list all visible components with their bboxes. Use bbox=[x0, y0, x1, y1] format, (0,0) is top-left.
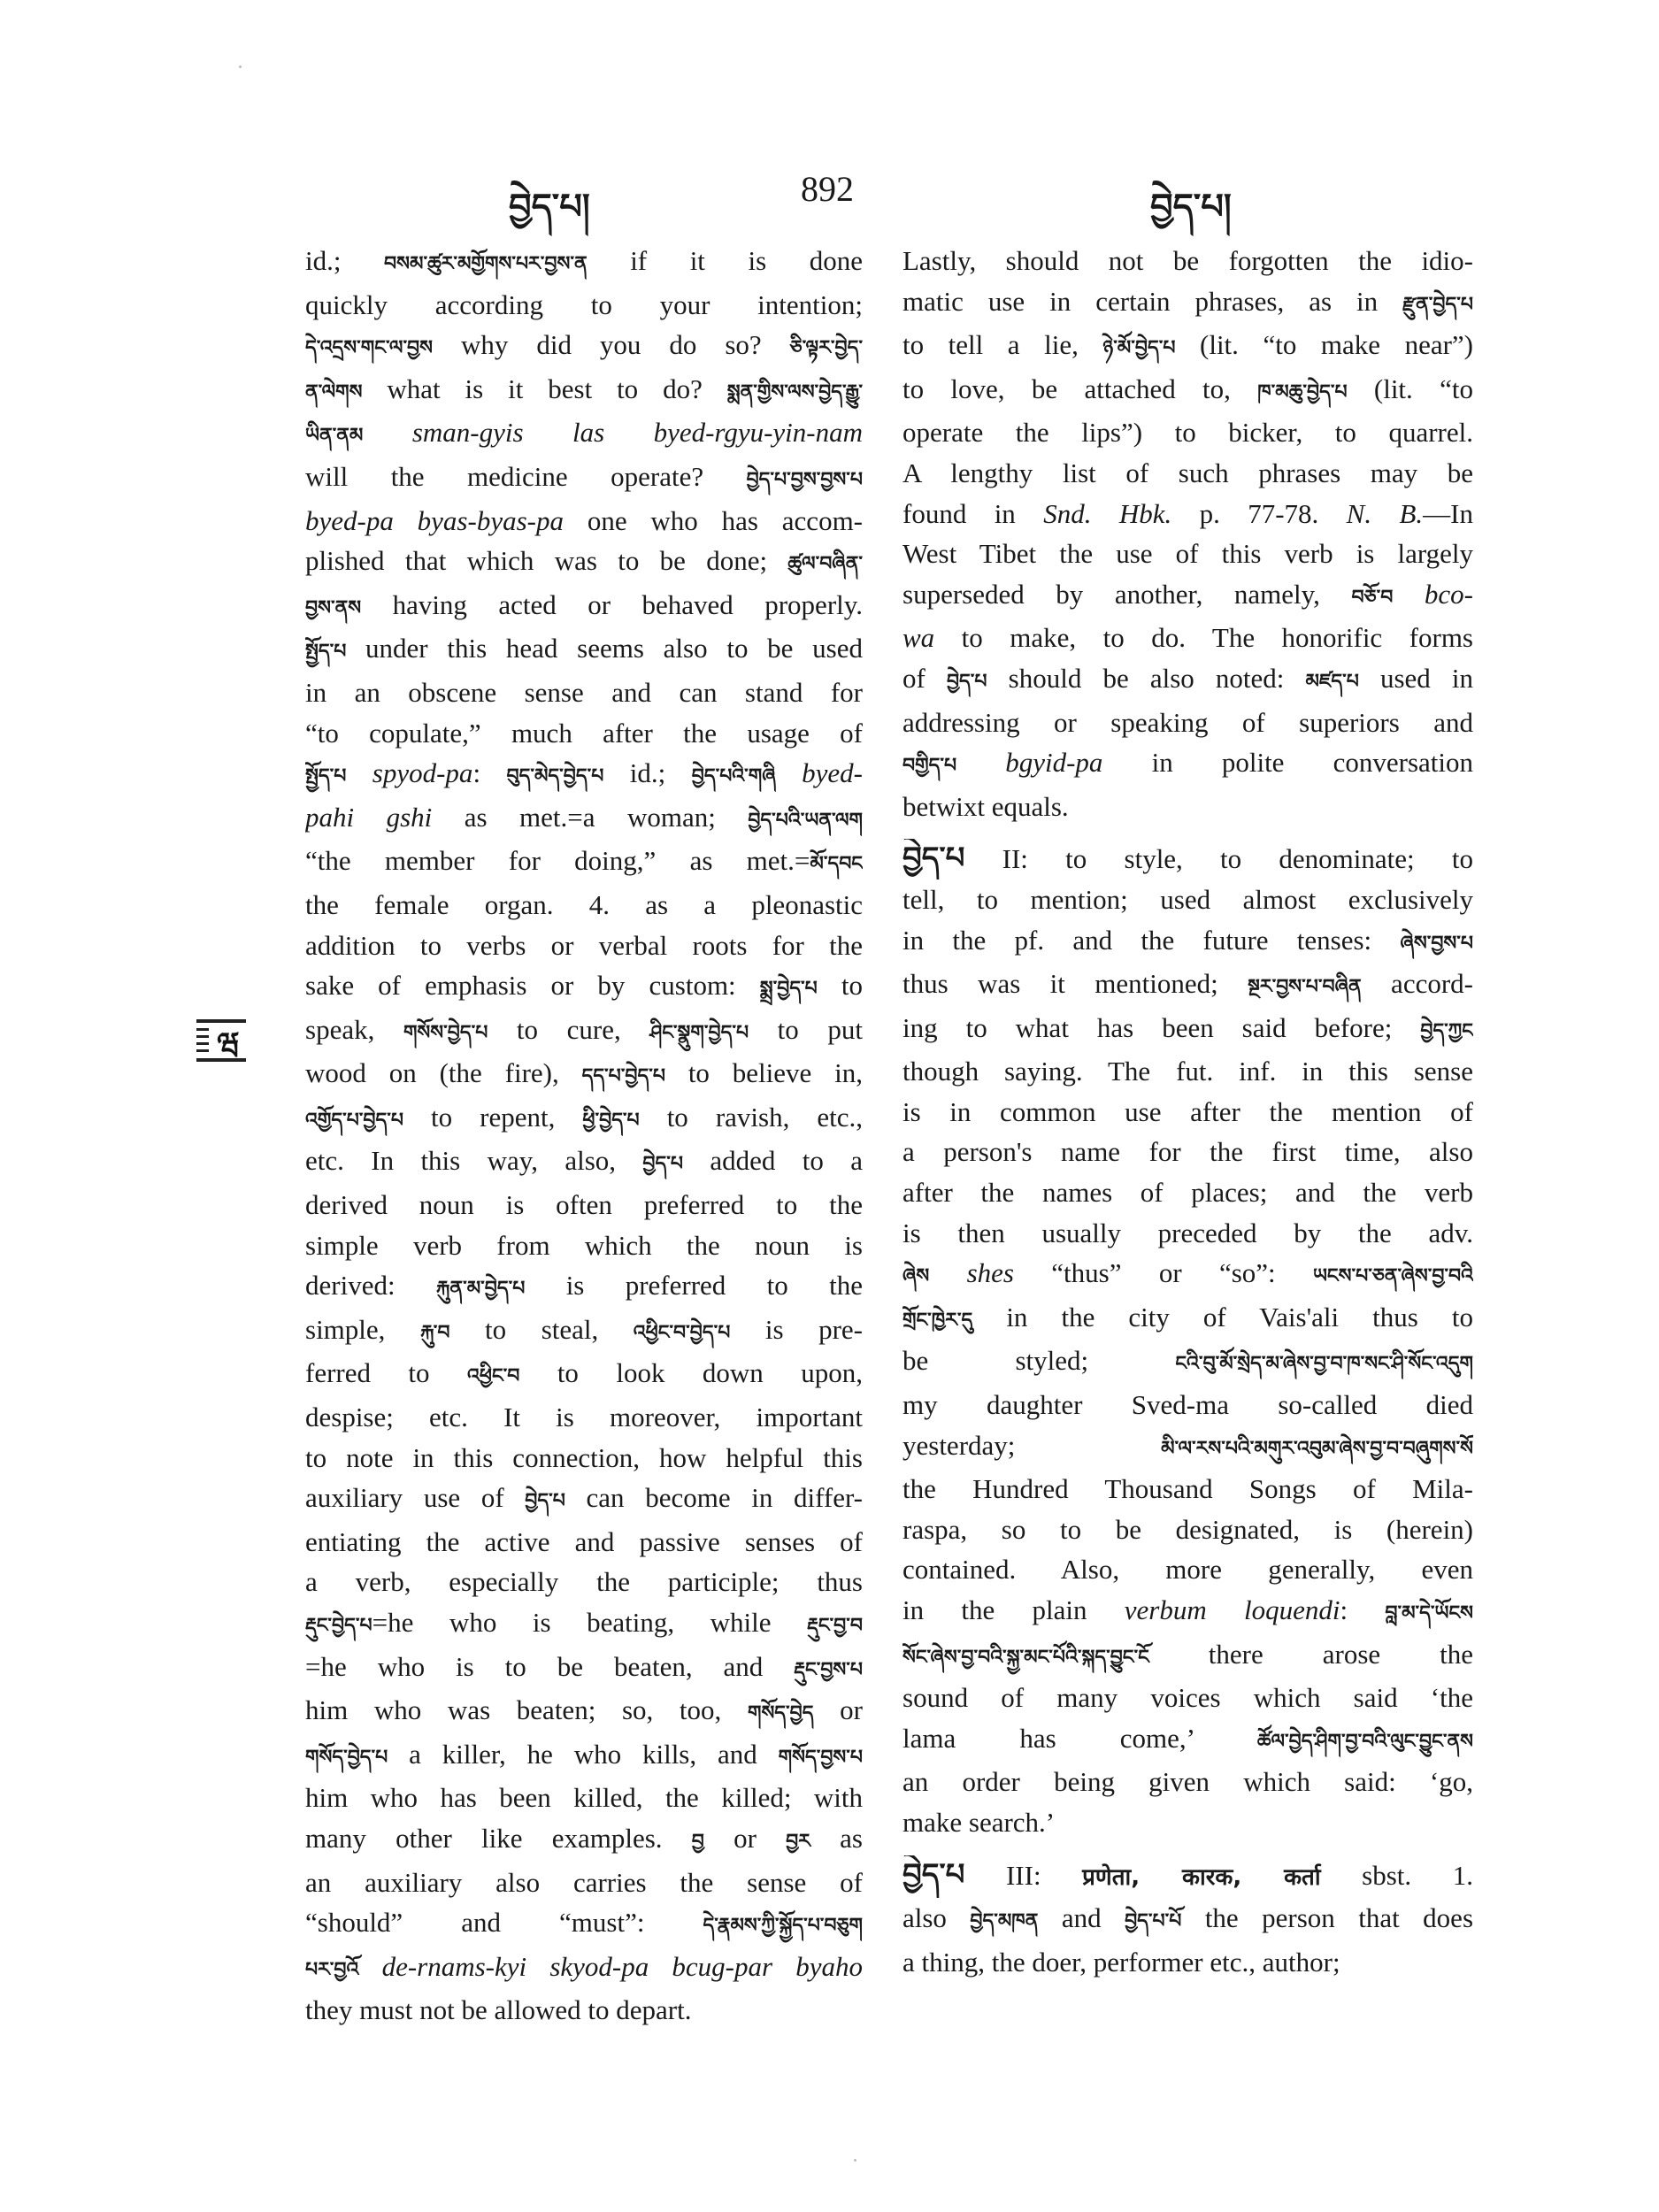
text-line bbox=[902, 1718, 1473, 1763]
text-segment: addition to verbs or verbal roots for the bbox=[305, 929, 863, 961]
text-line bbox=[305, 1010, 863, 1054]
tibetan-term: གྲོང་ཁྱེར་དུ bbox=[902, 1309, 973, 1332]
text-segment: —In bbox=[1423, 497, 1473, 529]
text-segment: my daughter Sved-ma so-called died bbox=[902, 1389, 1473, 1421]
text-segment: II: to style, to denominate; to bbox=[964, 843, 1473, 875]
text-segment: despise; etc. It is moreover, important bbox=[305, 1402, 863, 1433]
text-segment: addressing or speaking of superiors and bbox=[902, 706, 1473, 738]
text-line bbox=[902, 1008, 1473, 1052]
text-line bbox=[902, 1469, 1473, 1509]
text-segment: an auxiliary also carries the sense of bbox=[305, 1866, 863, 1898]
tibetan-term: བྱ bbox=[691, 1830, 704, 1853]
text-line bbox=[902, 325, 1473, 369]
text-line bbox=[902, 1092, 1473, 1133]
text-line bbox=[305, 501, 863, 541]
tibetan-term: ཤིང་སྣུག་བྱེད་པ bbox=[649, 1021, 749, 1044]
text-segment: make search.’ bbox=[902, 1806, 1056, 1838]
text-segment: him who has been killed, the killed; with bbox=[305, 1782, 863, 1814]
text-line bbox=[902, 534, 1473, 574]
text-segment: (lit. “to bbox=[1347, 373, 1473, 404]
text-segment: to ravish, etc., bbox=[639, 1101, 863, 1133]
text-segment: or bbox=[703, 1822, 787, 1854]
tibetan-term: བསམ་ཚུར་མགྱོགས་པར་བྱས་ན bbox=[384, 253, 588, 275]
text-segment: to put bbox=[749, 1013, 863, 1045]
tibetan-term: ཡངས་པ་ཅན་ཞེས་བྱ་བའི bbox=[1312, 1265, 1473, 1288]
text-line bbox=[305, 797, 863, 841]
text-line bbox=[902, 658, 1473, 703]
text-segment: etc. In this way, also, bbox=[305, 1145, 643, 1177]
text-segment: what is it best to do? bbox=[362, 373, 727, 404]
text-line bbox=[902, 1425, 1473, 1470]
transliteration: verbum loquendi bbox=[1124, 1594, 1340, 1625]
text-segment: found in bbox=[902, 497, 1044, 529]
tibetan-term: ངའི་བུ་མོ་སྲེད་མ་ཞེས་བྱ་བ་ཁ་སང་ཤི་སོང་འདུག bbox=[1175, 1353, 1473, 1376]
text-line bbox=[305, 753, 863, 797]
text-line bbox=[902, 1132, 1473, 1172]
text-line bbox=[305, 1265, 863, 1310]
text-segment: to bbox=[817, 970, 863, 1002]
text-segment: one who has accom- bbox=[563, 504, 863, 536]
text-segment: wood on (the fire), bbox=[305, 1057, 582, 1089]
text-segment: if it is done bbox=[587, 245, 863, 276]
header-right-headword: བྱེད་པ། bbox=[1150, 187, 1232, 227]
text-line bbox=[902, 1253, 1473, 1297]
text-segment: to tell a lie, bbox=[902, 329, 1103, 361]
text-line bbox=[902, 1898, 1473, 1942]
text-segment bbox=[1393, 579, 1425, 610]
tibetan-term: གསོད་བྱས་པ bbox=[778, 1746, 863, 1769]
text-line bbox=[305, 1522, 863, 1563]
text-segment: (lit. “to make near”) bbox=[1175, 329, 1473, 361]
text-line bbox=[902, 1802, 1473, 1843]
text-segment: quickly according to your intention; bbox=[305, 288, 863, 320]
text-segment: will the medicine operate? bbox=[305, 460, 747, 492]
tibetan-term: འཕྱིང་བ bbox=[466, 1365, 520, 1388]
text-segment: can become in differ- bbox=[565, 1482, 863, 1514]
tibetan-term: བྱེད་པ་པོ bbox=[1125, 1910, 1182, 1933]
transliteration: bco- bbox=[1424, 578, 1473, 610]
text-line bbox=[902, 964, 1473, 1008]
text-segment: p. 77-78. bbox=[1171, 497, 1347, 529]
text-line bbox=[902, 412, 1473, 453]
transliteration: pahi gshi bbox=[305, 801, 433, 833]
text-line bbox=[305, 1647, 863, 1691]
tibetan-term: རྡུང་བྱེད་པ bbox=[305, 1615, 373, 1637]
text-segment: to note in this connection, how helpful this bbox=[305, 1441, 863, 1473]
text-segment: West Tibet the use of this verb is largely bbox=[902, 538, 1473, 570]
tibetan-term: བྱེད་པ་བྱས་བྱས་པ bbox=[746, 468, 863, 491]
text-segment: Lastly, should not be forgotten the idio- bbox=[902, 245, 1473, 276]
tibetan-term: ཞེས་བྱས་པ bbox=[1400, 932, 1473, 955]
tibetan-term: ཅི་ལྟར་བྱེད་ bbox=[789, 337, 863, 360]
text-segment: to repent, bbox=[403, 1101, 583, 1133]
text-line bbox=[305, 1562, 863, 1602]
tibetan-term: སྨྲ་བྱེད་པ bbox=[759, 978, 818, 1001]
text-line bbox=[305, 1478, 863, 1522]
text-line bbox=[902, 1340, 1473, 1385]
text-segment: an order being given which said: ‘go, bbox=[902, 1766, 1473, 1798]
text-segment: be styled; bbox=[902, 1345, 1176, 1377]
tibetan-term: གསོད་བྱེད་པ bbox=[305, 1746, 388, 1769]
text-segment: is then usually preceded by the adv. bbox=[902, 1217, 1473, 1248]
tibetan-term: བྱེད་པ bbox=[525, 1490, 565, 1513]
text-line bbox=[902, 369, 1473, 413]
text-segment: id.; bbox=[603, 757, 692, 789]
right-column-paragraph-1 bbox=[902, 241, 1473, 826]
text-segment: ing to what has been said before; bbox=[902, 1011, 1421, 1043]
text-line bbox=[305, 1990, 863, 2031]
text-line bbox=[902, 920, 1473, 964]
text-line bbox=[305, 1734, 863, 1778]
text-segment: accord- bbox=[1361, 968, 1473, 1000]
text-segment: to cure, bbox=[488, 1013, 650, 1045]
tibetan-letter-marker-icon bbox=[196, 1016, 246, 1065]
tibetan-term: བྱས་ནས bbox=[305, 596, 362, 619]
text-segment: derived noun is often preferred to the bbox=[305, 1189, 863, 1221]
text-line bbox=[305, 541, 863, 585]
tibetan-term: བྱེད་པ bbox=[902, 841, 965, 877]
text-segment: thus was it mentioned; bbox=[902, 968, 1248, 1000]
text-segment: sbst. 1. bbox=[1320, 1859, 1473, 1891]
text-segment: “should” and “must”: bbox=[305, 1907, 703, 1939]
text-segment: to look down upon, bbox=[519, 1357, 863, 1389]
tibetan-term: བྱར bbox=[786, 1830, 810, 1853]
text-line bbox=[305, 965, 863, 1010]
text-line bbox=[305, 1397, 863, 1438]
text-segment bbox=[776, 757, 802, 788]
text-segment: =he who is to be beaten, and bbox=[305, 1650, 795, 1682]
transliteration: bgyid-pa bbox=[1005, 747, 1103, 779]
text-segment: sound of many voices which said ‘the bbox=[902, 1682, 1473, 1714]
text-line bbox=[305, 1947, 863, 1991]
text-segment: “the member for doing,” as met.= bbox=[305, 845, 810, 877]
text-line bbox=[305, 325, 863, 369]
sanskrit-term: प्रणेता, कारक, कर्ता bbox=[1082, 1863, 1321, 1891]
text-line bbox=[902, 1213, 1473, 1254]
text-segment: should be also noted: bbox=[987, 662, 1306, 694]
text-line bbox=[902, 241, 1473, 281]
text-segment: : bbox=[472, 757, 507, 789]
text-line bbox=[305, 1863, 863, 1903]
text-line bbox=[902, 1634, 1473, 1678]
text-segment: they must not be allowed to depart. bbox=[305, 1994, 692, 2026]
text-segment: also bbox=[902, 1902, 971, 1934]
text-line bbox=[305, 1053, 863, 1097]
text-segment: betwixt equals. bbox=[902, 790, 1069, 822]
tibetan-term: བྱེད་པ bbox=[642, 1153, 683, 1176]
text-segment: superseded by another, namely, bbox=[902, 578, 1352, 610]
tibetan-term: དེ་རྣམས་ཀྱི་སྐྱོད་པ་བཅུག bbox=[703, 1915, 863, 1938]
text-line bbox=[305, 285, 863, 326]
text-segment bbox=[358, 1951, 381, 1982]
text-segment: in polite conversation bbox=[1102, 747, 1473, 779]
text-line bbox=[305, 1778, 863, 1818]
transliteration: N. B. bbox=[1346, 497, 1424, 529]
text-line bbox=[902, 742, 1473, 787]
tibetan-term: བགྱིད་པ bbox=[902, 755, 957, 778]
svg-text:ཝ: ཝ bbox=[217, 1026, 240, 1062]
text-line bbox=[902, 787, 1473, 827]
text-segment: and bbox=[1038, 1902, 1125, 1934]
text-segment: A lengthy list of such phrases may be bbox=[902, 457, 1473, 488]
text-segment: or bbox=[813, 1694, 863, 1726]
text-segment: after the names of places; and the verb bbox=[902, 1177, 1473, 1209]
text-line bbox=[902, 1385, 1473, 1425]
tibetan-term: སོང་ཞེས་བྱ་བའི་སྐྱ་མང་པོའི་སྐད་བྱུང་ངོ bbox=[902, 1646, 1149, 1669]
text-segment: the female organ. 4. as a pleonastic bbox=[305, 888, 863, 920]
text-segment: id.; bbox=[305, 245, 385, 276]
tibetan-term: བླ་མ་དེ་ཡོངས bbox=[1385, 1602, 1473, 1624]
text-line bbox=[902, 1051, 1473, 1092]
text-line bbox=[902, 1678, 1473, 1718]
page-number: 892 bbox=[801, 169, 854, 209]
text-line bbox=[305, 585, 863, 629]
text-line bbox=[305, 628, 863, 672]
tibetan-term: བྱེད་པའི་གཞི bbox=[691, 765, 776, 788]
text-line bbox=[902, 574, 1473, 618]
right-column bbox=[902, 241, 1473, 1982]
text-segment: in the pf. and the future tenses: bbox=[902, 924, 1401, 956]
text-segment: =he who is beating, while bbox=[372, 1607, 808, 1638]
transliteration: Snd. Hbk. bbox=[1043, 497, 1172, 529]
tibetan-term: མོ་དབང bbox=[810, 853, 863, 876]
tibetan-term: ཉེ་མོ་བྱེད་པ bbox=[1102, 337, 1176, 360]
text-line bbox=[305, 1185, 863, 1225]
tibetan-term: པར་བྱའོ bbox=[305, 1958, 359, 1981]
tibetan-term: ཡིན་ནམ bbox=[305, 425, 364, 448]
tibetan-term: རྡུང་བྱ་བ bbox=[807, 1615, 863, 1637]
text-line bbox=[902, 1942, 1473, 1983]
text-segment: why did you do so? bbox=[433, 329, 790, 361]
text-line bbox=[305, 1902, 863, 1947]
transliteration: byed-pa byas-byas-pa bbox=[305, 504, 564, 536]
text-line bbox=[305, 926, 863, 966]
text-segment: to steal, bbox=[449, 1313, 634, 1345]
text-line bbox=[902, 1549, 1473, 1590]
text-segment: as met.=a woman; bbox=[432, 801, 749, 833]
text-segment: contained. Also, more generally, even bbox=[902, 1554, 1473, 1586]
text-line bbox=[902, 1762, 1473, 1802]
tibetan-term: རྐུན་མ་བྱེད་པ bbox=[435, 1278, 526, 1301]
text-segment: to love, be attached to, bbox=[902, 373, 1258, 404]
text-segment bbox=[346, 757, 372, 788]
text-segment: is preferred to the bbox=[525, 1270, 863, 1302]
tibetan-term: ཁ་མཆུ་བྱེད་པ bbox=[1257, 380, 1348, 403]
text-segment: speak, bbox=[305, 1013, 403, 1045]
tibetan-term: དད་པ་བྱེད་པ bbox=[581, 1065, 665, 1088]
text-segment: is pre- bbox=[730, 1313, 863, 1345]
tibetan-term: སྤྱོད་པ bbox=[305, 641, 347, 664]
text-segment: is in common use after the mention of bbox=[902, 1095, 1473, 1127]
transliteration: wa bbox=[902, 622, 935, 654]
tibetan-term: བྱེད་པའི་ཡན་ལག bbox=[748, 809, 863, 832]
text-line bbox=[305, 241, 863, 285]
tibetan-term: ཕྱི་བྱེད་པ bbox=[582, 1109, 640, 1132]
text-segment bbox=[956, 747, 1005, 778]
transliteration: byed- bbox=[802, 757, 863, 789]
text-line bbox=[902, 1855, 1473, 1899]
transliteration: de-rnams-kyi skyod-pa bcug-par byaho bbox=[381, 1950, 863, 1982]
text-line bbox=[305, 1310, 863, 1354]
text-line bbox=[902, 879, 1473, 920]
tibetan-term: ཚོལ་བྱེད་ཤིག་བྱ་བའི་ལུང་བྱུང་ནས bbox=[1256, 1730, 1473, 1753]
text-segment: to make, to do. The honorific forms bbox=[934, 622, 1473, 654]
tibetan-term: བྱེད་པ bbox=[946, 670, 987, 693]
tibetan-term: རྫུན་བྱེད་པ bbox=[1402, 293, 1473, 316]
tibetan-term: མི་ལ་རས་པའི་མགུར་འབུམ་ཞེས་བྱ་བ་བཞུགས་སོ bbox=[1161, 1437, 1473, 1460]
text-line bbox=[902, 618, 1473, 658]
text-line bbox=[305, 1818, 863, 1863]
tibetan-term: སྨན་གྱིས་ལས་བྱེད་རྒྱུ་ bbox=[726, 380, 863, 403]
text-line bbox=[305, 1097, 863, 1141]
text-line bbox=[902, 453, 1473, 494]
text-line bbox=[902, 1590, 1473, 1634]
tibetan-term: སྤྱོད་པ bbox=[305, 765, 347, 788]
text-segment bbox=[363, 417, 411, 448]
text-segment: many other like examples. bbox=[305, 1822, 692, 1854]
text-segment: in the plain bbox=[902, 1594, 1125, 1625]
tibetan-term: ན་ལེགས bbox=[305, 380, 363, 403]
text-line bbox=[305, 1353, 863, 1397]
text-line bbox=[305, 841, 863, 885]
text-line bbox=[305, 1690, 863, 1734]
text-segment: “thus” or “so”: bbox=[1013, 1257, 1313, 1289]
tibetan-term: འཕྱིང་བ་བྱེད་པ bbox=[633, 1321, 731, 1344]
text-segment: : bbox=[1340, 1594, 1386, 1625]
text-line bbox=[305, 457, 863, 501]
text-segment: him who was beaten; so, too, bbox=[305, 1694, 748, 1726]
text-segment: having acted or behaved properly. bbox=[361, 588, 863, 620]
text-segment: raspa, so to be designated, is (herein) bbox=[902, 1513, 1473, 1545]
text-segment: though saying. The fut. inf. in this sense bbox=[902, 1056, 1473, 1087]
text-line bbox=[902, 1297, 1473, 1341]
text-segment: derived: bbox=[305, 1270, 436, 1302]
text-segment: there arose the bbox=[1148, 1638, 1473, 1670]
text-segment: the Hundred Thousand Songs of Mila- bbox=[902, 1473, 1473, 1505]
text-segment: in the city of Vais'ali thus to bbox=[972, 1301, 1473, 1333]
tibetan-term: གསོད་བྱེད bbox=[747, 1702, 814, 1725]
transliteration: shes bbox=[966, 1257, 1014, 1289]
text-segment: a killer, he who kills, and bbox=[388, 1738, 779, 1770]
right-column-paragraph-2 bbox=[902, 839, 1473, 1842]
text-segment: matic use in certain phrases, as in bbox=[902, 285, 1403, 317]
text-segment: the person that does bbox=[1181, 1902, 1473, 1934]
text-segment: to believe in, bbox=[664, 1057, 863, 1089]
tibetan-term: བྱེད་པ bbox=[902, 1856, 965, 1893]
right-column-paragraph-3 bbox=[902, 1855, 1473, 1983]
text-line bbox=[305, 885, 863, 926]
text-segment: simple verb from which the noun is bbox=[305, 1229, 863, 1261]
text-segment: a thing, the doer, performer etc., author; bbox=[902, 1946, 1340, 1978]
text-line bbox=[305, 1141, 863, 1185]
text-line bbox=[305, 1602, 863, 1647]
text-segment: operate the lips”) to bicker, to quarrel. bbox=[902, 417, 1473, 449]
tibetan-term: སྔར་བྱས་པ་བཞིན bbox=[1248, 976, 1362, 999]
text-segment: plished that which was to be done; bbox=[305, 545, 788, 577]
tibetan-term: བཅོ་བ bbox=[1351, 586, 1394, 609]
text-line bbox=[305, 412, 863, 457]
text-line bbox=[305, 672, 863, 713]
text-segment: a verb, especially the participle; thus bbox=[305, 1566, 863, 1598]
text-segment: tell, to mention; used almost exclusively bbox=[902, 883, 1473, 915]
text-segment: added to a bbox=[682, 1145, 863, 1177]
tibetan-term: བུད་མེད་བྱེད་པ bbox=[506, 765, 604, 788]
tibetan-term: རྡུང་བྱས་པ bbox=[794, 1658, 863, 1681]
text-line bbox=[902, 494, 1473, 534]
text-segment: sake of emphasis or by custom: bbox=[305, 970, 760, 1002]
text-segment: entiating the active and passive senses of bbox=[305, 1525, 863, 1557]
tibetan-term: རྐུ་བ bbox=[419, 1321, 450, 1344]
text-segment: “to copulate,” much after the usage of bbox=[305, 717, 863, 749]
text-segment: under this head seems also to be used bbox=[346, 633, 863, 664]
text-segment: lama has come,’ bbox=[902, 1722, 1257, 1754]
text-line bbox=[902, 1172, 1473, 1213]
text-line bbox=[305, 1225, 863, 1266]
text-line bbox=[902, 703, 1473, 743]
transliteration: sman-gyis las byed-rgyu-yin-nam bbox=[411, 417, 863, 449]
tibetan-term: མཛད་པ bbox=[1305, 670, 1359, 693]
tibetan-term: འགྱོད་པ་བྱེད་པ bbox=[305, 1109, 403, 1132]
tibetan-term: དེ་འདྲས་གང་ལ་བྱས bbox=[305, 337, 434, 360]
text-segment: a person's name for the first time, also bbox=[902, 1136, 1473, 1168]
tibetan-term: བྱེད་མཁན bbox=[970, 1910, 1039, 1933]
left-column bbox=[305, 241, 863, 2031]
text-line bbox=[902, 281, 1473, 326]
text-segment: auxiliary use of bbox=[305, 1482, 526, 1514]
header-left-headword: བྱེད་པ། bbox=[509, 187, 590, 227]
text-line bbox=[902, 839, 1473, 879]
tibetan-term: བྱེད་ཀྱང bbox=[1420, 1019, 1473, 1042]
text-segment: yesterday; bbox=[902, 1429, 1162, 1461]
text-segment: as bbox=[810, 1822, 863, 1854]
text-segment: simple, bbox=[305, 1313, 420, 1345]
text-segment: of bbox=[902, 662, 947, 694]
tibetan-term: གསོས་བྱེད་པ bbox=[403, 1021, 488, 1044]
text-segment: III: bbox=[964, 1859, 1083, 1891]
text-line bbox=[902, 1509, 1473, 1550]
transliteration: spyod-pa bbox=[372, 757, 473, 789]
text-line bbox=[305, 369, 863, 413]
tibetan-term: ཞེས bbox=[902, 1265, 930, 1288]
text-segment: ferred to bbox=[305, 1357, 467, 1389]
text-segment bbox=[929, 1257, 966, 1288]
text-segment: used in bbox=[1358, 662, 1473, 694]
text-segment: in an obscene sense and can stand for bbox=[305, 676, 863, 708]
text-line bbox=[305, 1438, 863, 1479]
text-line bbox=[305, 713, 863, 754]
tibetan-term: ཚུལ་བཞིན་ bbox=[787, 553, 863, 576]
